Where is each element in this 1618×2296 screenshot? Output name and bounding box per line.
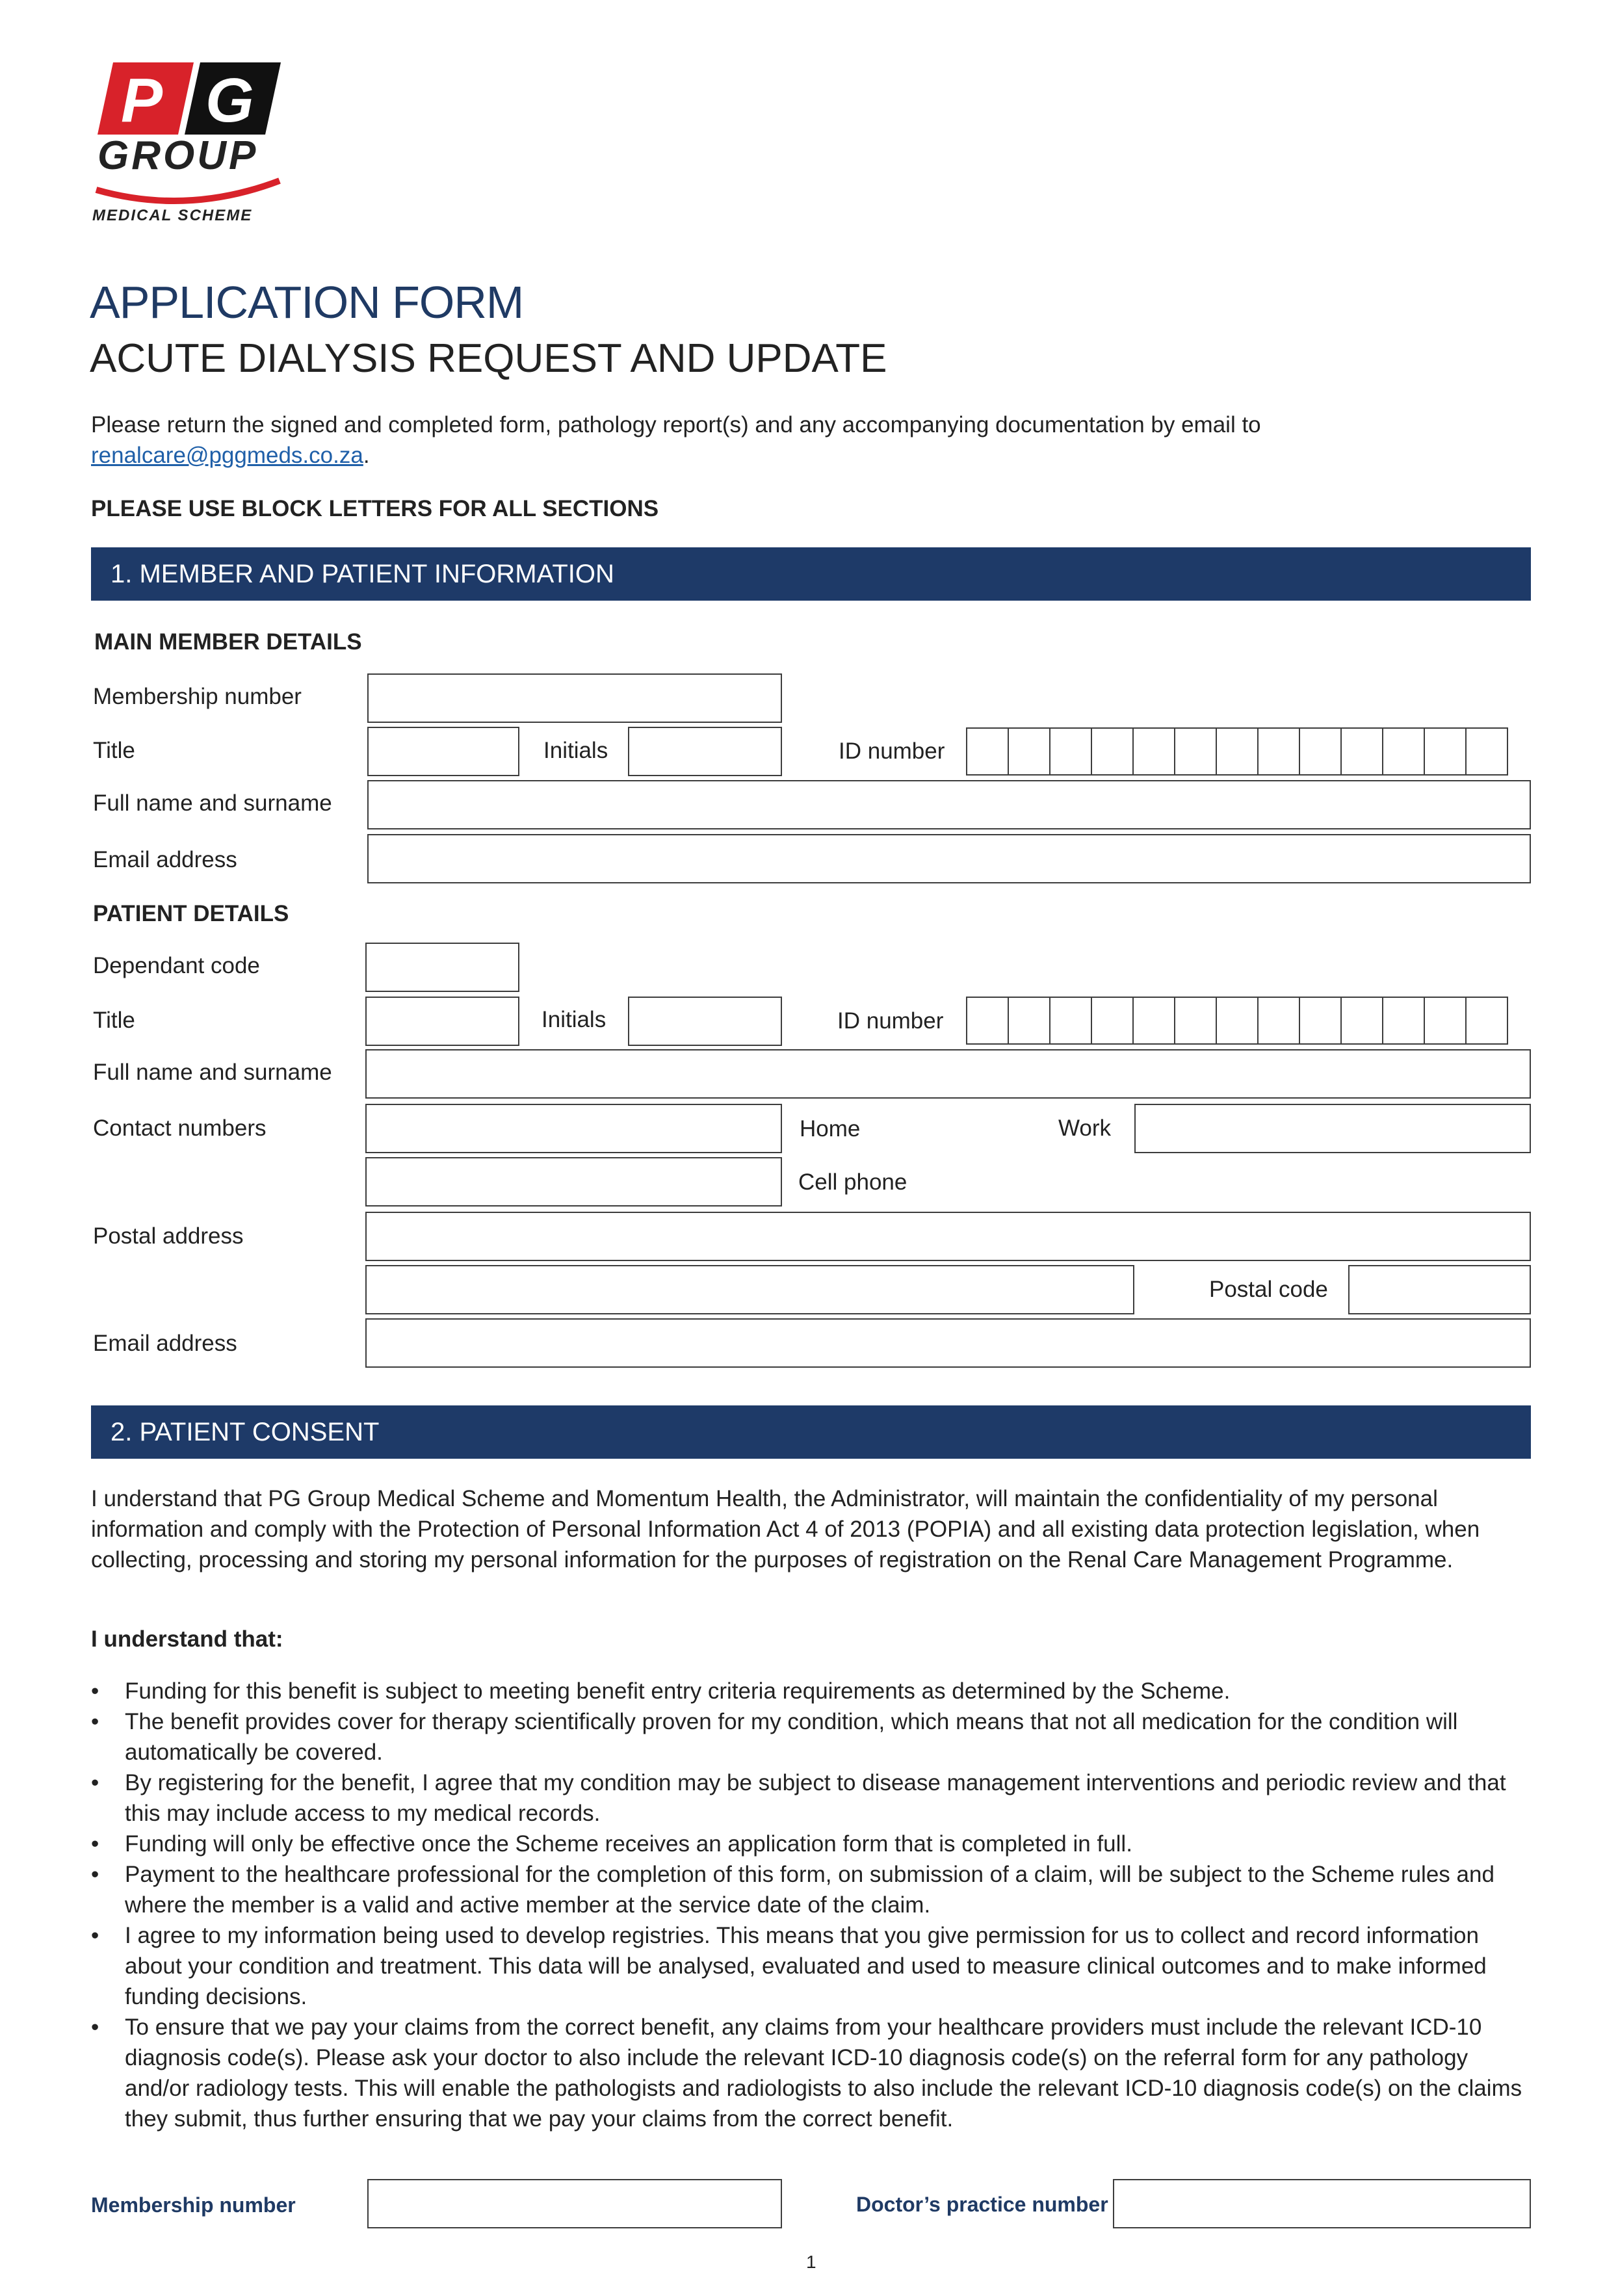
- patient-email-input[interactable]: [365, 1318, 1531, 1368]
- svg-text:G: G: [205, 66, 254, 135]
- consent-bullet: • To ensure that we pay your claims from the correct benefit, any claims from your healthcare providers must include the relevant ICD-10 diagnosis code(s). Please ask your doctor to also include the relevant ICD-10 diagnosis code(s) on the referral form for any pathology and/or radiology tests. This will enable the pathologists and radiologists to also include the relevant ICD-10 diagnosis code(s) on the claims they submit, thus further ensuring that we pay your claims from the correct benefit.: [91, 2012, 1534, 2134]
- form-subtitle: ACUTE DIALYSIS REQUEST AND UPDATE: [90, 336, 887, 381]
- consent-intro: I understand that PG Group Medical Scheme and Momentum Health, the Administrator, will maintain the confidentiality of my personal information and comply with the Protection of Personal Information Act 4 of 2013 (POPIA) and all existing data protection legislation, when collecting, processing and storing my personal information for the purposes of registration on the Renal Care Management Programme.: [91, 1486, 1480, 1572]
- id-digit-box[interactable]: [1257, 997, 1300, 1045]
- member-full-name-label: Full name and surname: [93, 790, 332, 816]
- membership-number-input[interactable]: [367, 673, 782, 723]
- instructions-period: .: [363, 443, 370, 468]
- id-digit-box[interactable]: [1091, 727, 1134, 776]
- patient-email-label: Email address: [93, 1331, 237, 1356]
- id-digit-box[interactable]: [1465, 997, 1508, 1045]
- id-digit-box[interactable]: [1132, 727, 1175, 776]
- footer-membership-number-input[interactable]: [367, 2179, 782, 2228]
- home-number-input[interactable]: [365, 1104, 782, 1153]
- page-number: 1: [806, 2252, 816, 2272]
- section2-heading: 2. PATIENT CONSENT: [91, 1405, 1531, 1459]
- member-id-number-input[interactable]: [967, 727, 1508, 776]
- id-digit-box[interactable]: [1216, 997, 1259, 1045]
- patient-full-name-label: Full name and surname: [93, 1060, 332, 1085]
- renalcare-email-link[interactable]: renalcare@pggmeds.co.za: [91, 443, 363, 468]
- logo-group-text: GROUP: [98, 133, 259, 178]
- patient-full-name-input[interactable]: [365, 1049, 1531, 1099]
- consent-bullet: • The benefit provides cover for therapy scientifically proven for my condition, which means that not all medication for the condition will automatically be covered.: [91, 1706, 1534, 1768]
- id-digit-box[interactable]: [966, 727, 1009, 776]
- id-digit-box[interactable]: [1008, 997, 1050, 1045]
- footer-practice-number-label: Doctor’s practice number: [856, 2193, 1108, 2216]
- id-digit-box[interactable]: [1216, 727, 1259, 776]
- svg-text:P: P: [121, 66, 163, 135]
- member-email-label: Email address: [93, 847, 237, 872]
- id-digit-box[interactable]: [1424, 727, 1467, 776]
- postal-code-input[interactable]: [1348, 1265, 1531, 1314]
- member-initials-input[interactable]: [628, 727, 782, 776]
- patient-initials-label: Initials: [542, 1007, 607, 1032]
- return-instructions: [91, 410, 1534, 471]
- id-digit-box[interactable]: [1257, 727, 1300, 776]
- id-digit-box[interactable]: [1132, 997, 1175, 1045]
- patient-id-number-label: ID number: [837, 1008, 944, 1034]
- id-digit-box[interactable]: [1299, 997, 1342, 1045]
- patient-title-label: Title: [93, 1008, 135, 1033]
- id-digit-box[interactable]: [1465, 727, 1508, 776]
- id-digit-box[interactable]: [1049, 997, 1092, 1045]
- member-email-input[interactable]: [367, 834, 1531, 883]
- id-digit-box[interactable]: [1174, 727, 1217, 776]
- instructions-text: Please return the signed and completed form, pathology report(s) and any accompanying documentation by email to: [91, 412, 1261, 437]
- patient-details-heading: PATIENT DETAILS: [93, 901, 289, 926]
- consent-bullet: • Payment to the healthcare professional for the completion of this form, on submission of a claim, will be subject to the Scheme rules and where the member is a valid and active member at the service date of the claim.: [91, 1859, 1534, 1920]
- id-digit-box[interactable]: [1008, 727, 1050, 776]
- member-id-number-label: ID number: [839, 738, 945, 764]
- id-digit-box[interactable]: [1299, 727, 1342, 776]
- patient-initials-input[interactable]: [628, 997, 782, 1046]
- id-digit-box[interactable]: [1382, 727, 1425, 776]
- postal-code-label: Postal code: [1209, 1277, 1328, 1302]
- form-title: APPLICATION FORM: [90, 277, 524, 328]
- postal-address-line2-input[interactable]: [365, 1265, 1134, 1314]
- member-title-input[interactable]: [367, 727, 519, 776]
- pg-group-logo: [90, 60, 285, 229]
- patient-title-input[interactable]: [365, 997, 519, 1046]
- work-number-input[interactable]: [1134, 1104, 1531, 1153]
- patient-id-number-input[interactable]: [967, 997, 1508, 1045]
- id-digit-box[interactable]: [1174, 997, 1217, 1045]
- id-digit-box[interactable]: [1382, 997, 1425, 1045]
- postal-address-label: Postal address: [93, 1223, 244, 1249]
- footer-membership-number-label: Membership number: [91, 2193, 296, 2217]
- dependant-code-input[interactable]: [365, 943, 519, 992]
- logo-medical-scheme-text: MEDICAL SCHEME: [92, 207, 253, 224]
- membership-number-label: Membership number: [93, 684, 302, 709]
- member-title-label: Title: [93, 738, 135, 763]
- dependant-code-label: Dependant code: [93, 953, 260, 978]
- consent-bullet: • I agree to my information being used to develop registries. This means that you give permission for us to collect and record information about your condition and treatment. This data will be analysed, evaluated and used to measure clinical outcomes and to make informed funding decisions.: [91, 1920, 1534, 2012]
- id-digit-box[interactable]: [1424, 997, 1467, 1045]
- id-digit-box[interactable]: [966, 997, 1009, 1045]
- i-understand-heading: I understand that:: [91, 1626, 283, 1652]
- consent-bullet: • Funding will only be effective once the Scheme receives an application form that is completed in full.: [91, 1829, 1534, 1859]
- home-label: Home: [800, 1116, 861, 1141]
- consent-bullet: • Funding for this benefit is subject to meeting benefit entry criteria requirements as determined by the Scheme.: [91, 1676, 1534, 1706]
- id-digit-box[interactable]: [1340, 727, 1383, 776]
- consent-bullet: • By registering for the benefit, I agree that my condition may be subject to disease management interventions and periodic review and that this may include access to my medical records.: [91, 1768, 1534, 1829]
- main-member-heading: MAIN MEMBER DETAILS: [94, 629, 362, 655]
- consent-bullet-list: [91, 1676, 1534, 2134]
- member-initials-label: Initials: [543, 738, 608, 763]
- footer-practice-number-input[interactable]: [1113, 2179, 1531, 2228]
- id-digit-box[interactable]: [1340, 997, 1383, 1045]
- postal-address-line1-input[interactable]: [365, 1212, 1531, 1261]
- block-letters-note: PLEASE USE BLOCK LETTERS FOR ALL SECTIONS: [91, 496, 659, 521]
- section1-heading: 1. MEMBER AND PATIENT INFORMATION: [91, 547, 1531, 601]
- work-label: Work: [1058, 1115, 1112, 1141]
- member-full-name-input[interactable]: [367, 780, 1531, 829]
- contact-numbers-label: Contact numbers: [93, 1115, 267, 1141]
- id-digit-box[interactable]: [1091, 997, 1134, 1045]
- id-digit-box[interactable]: [1049, 727, 1092, 776]
- cell-phone-label: Cell phone: [798, 1169, 907, 1195]
- cell-phone-input[interactable]: [365, 1157, 782, 1207]
